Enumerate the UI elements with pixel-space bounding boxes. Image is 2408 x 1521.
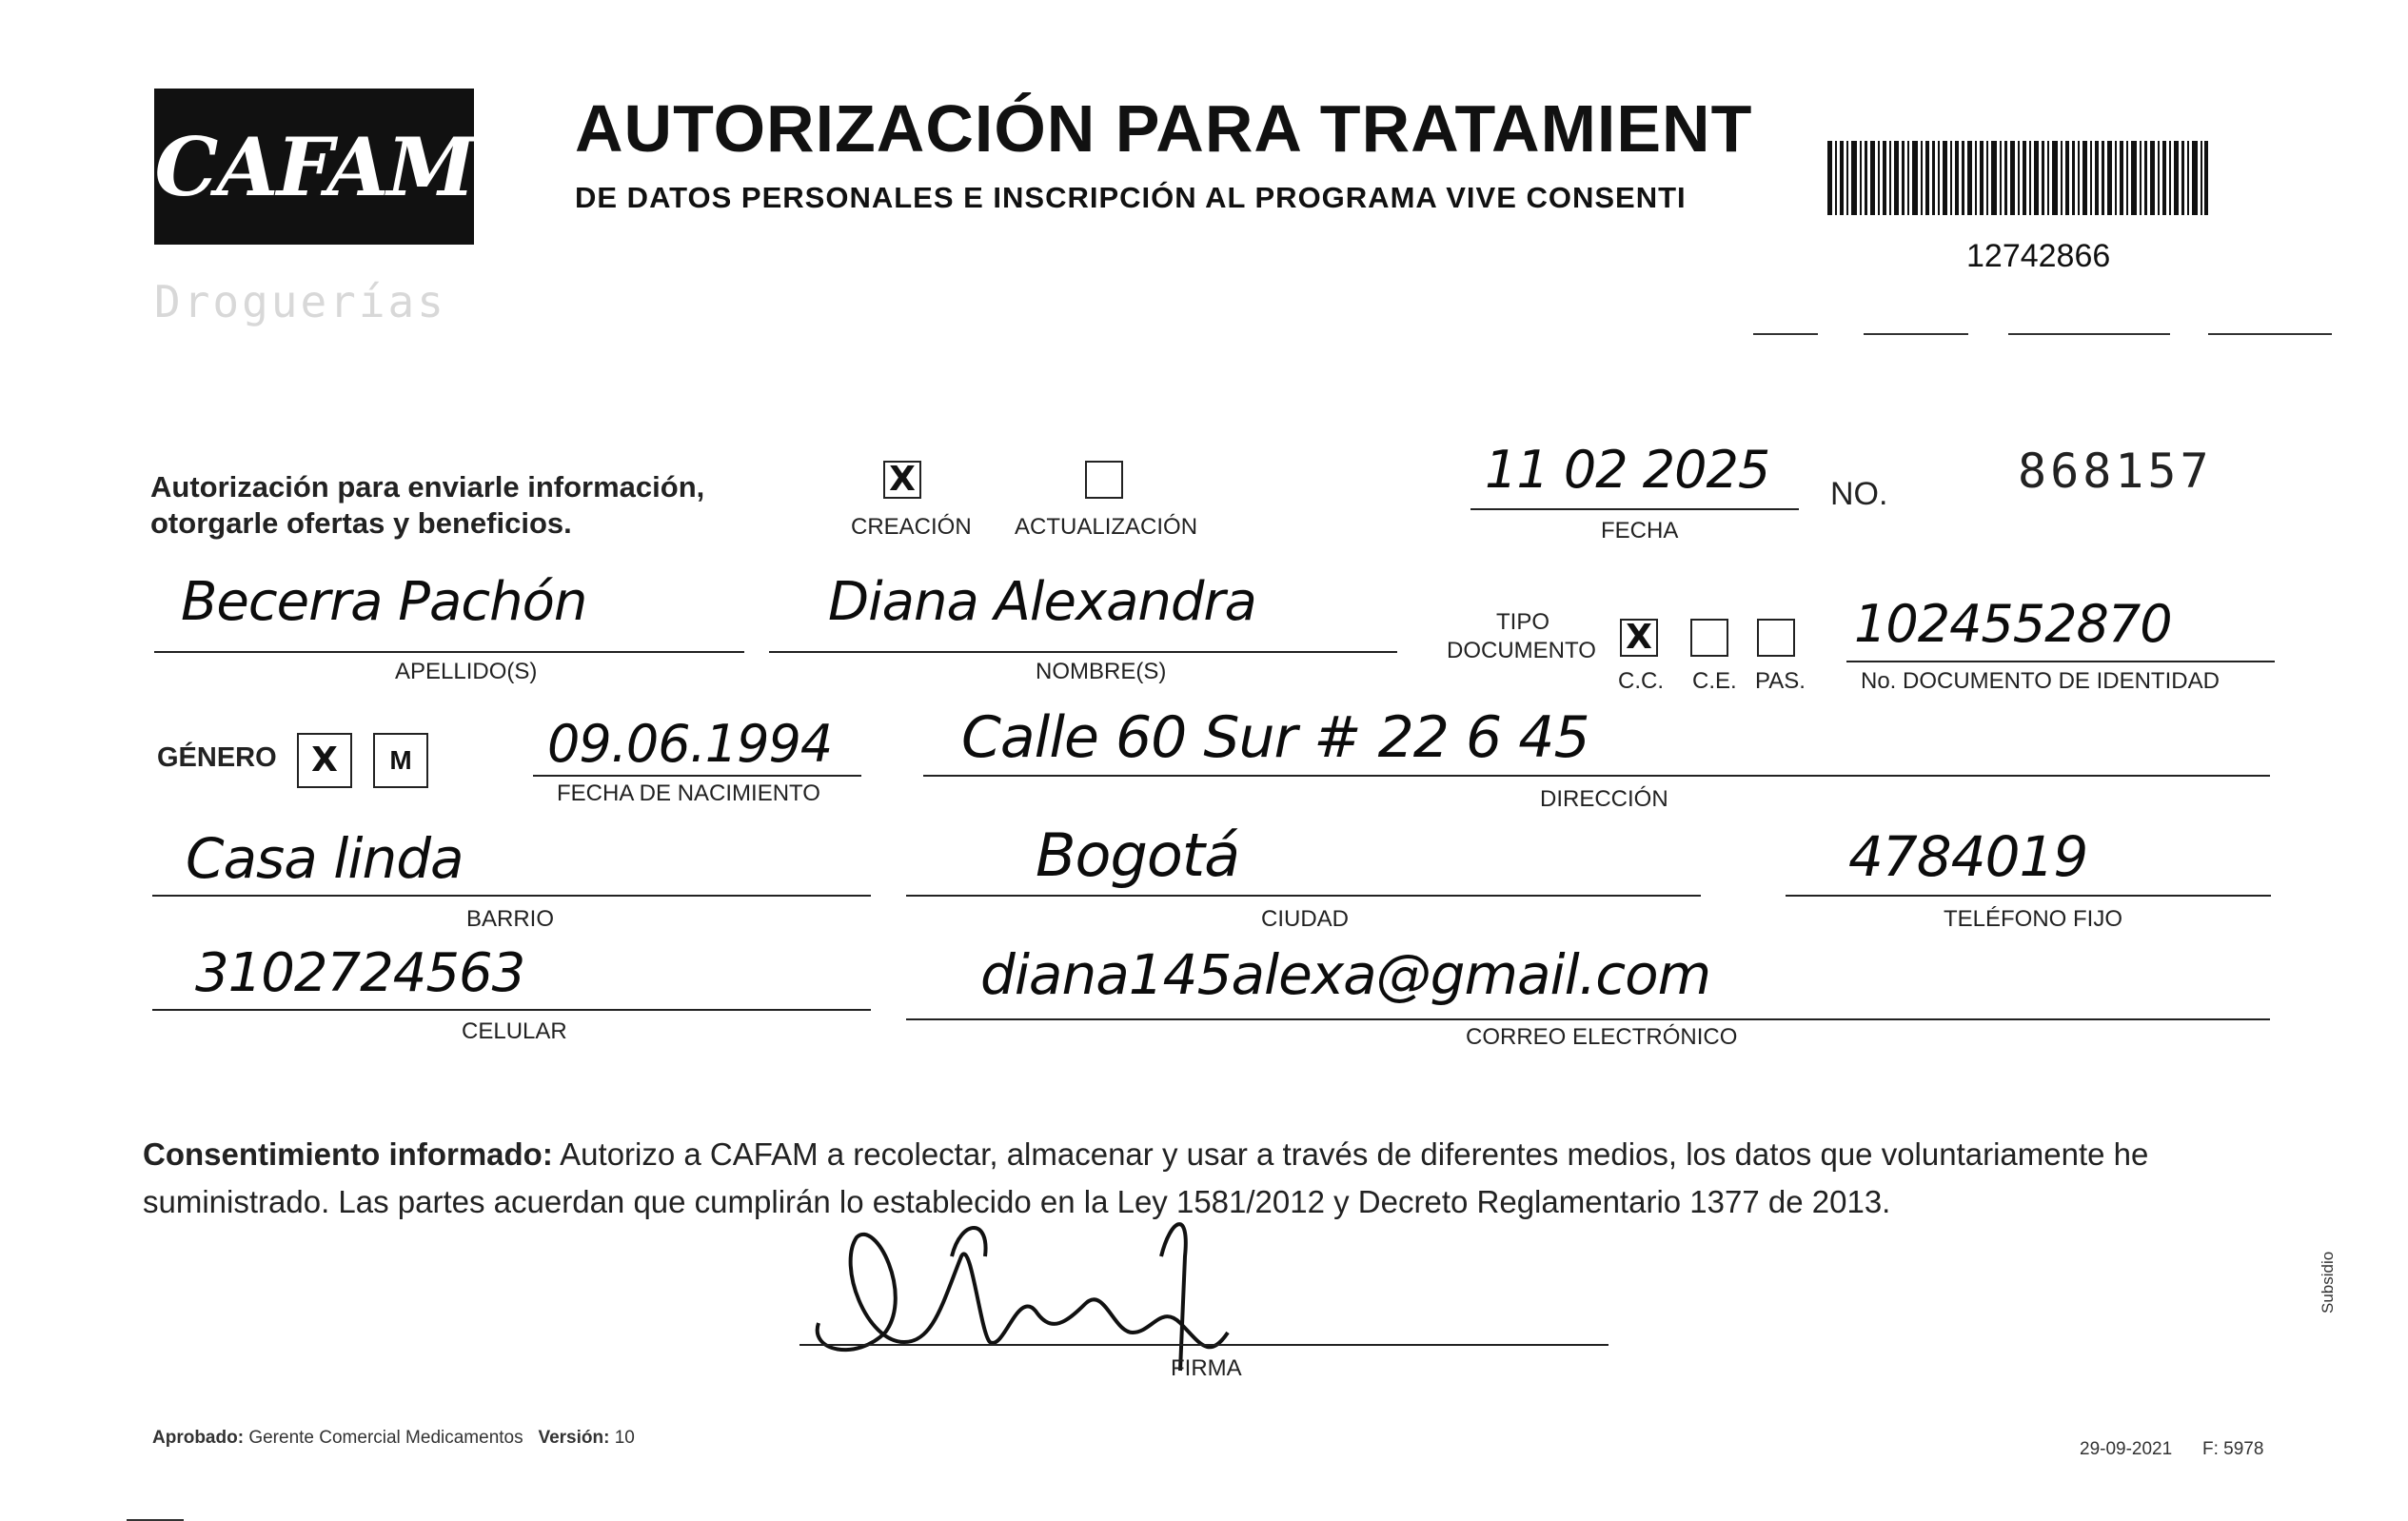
telefono-line: [1786, 895, 2271, 897]
genero-f-mark: X: [311, 741, 338, 780]
form-number: 868157: [2018, 444, 2213, 499]
actualizacion-label: ACTUALIZACIÓN: [1015, 514, 1198, 540]
version-label: Versión:: [538, 1428, 610, 1448]
barrio-label: BARRIO: [466, 906, 555, 932]
genero-f-checkbox[interactable]: [297, 733, 352, 788]
direccion-line: [923, 775, 2270, 777]
nombres-label: NOMBRE(S): [1036, 659, 1167, 684]
tipo-documento-label-2: DOCUMENTO: [1447, 638, 1596, 663]
side-reference: Subsidio: [2319, 1251, 2337, 1314]
ciudad-line: [906, 895, 1701, 897]
genero-label: GÉNERO: [157, 742, 277, 773]
apellidos-label: APELLIDO(S): [395, 659, 538, 684]
genero-m-label: M: [389, 745, 412, 775]
celular-line: [152, 1009, 871, 1011]
creacion-checkbox[interactable]: [883, 461, 921, 499]
ciudad-label: CIUDAD: [1261, 906, 1350, 932]
version-value: 10: [614, 1428, 635, 1448]
telefono-label: TELÉFONO FIJO: [1944, 906, 2123, 932]
tipo-documento-label-1: TIPO: [1496, 609, 1550, 635]
correo-label: CORREO ELECTRÓNICO: [1466, 1024, 1738, 1050]
pas-label: PAS.: [1755, 668, 1806, 694]
form-subtitle: DE DATOS PERSONALES E INSCRIPCIÓN AL PROGRAMA VIVE CONSENTI: [575, 181, 1687, 214]
firma-label: FIRMA: [1171, 1355, 1242, 1381]
divider: [1864, 333, 1968, 335]
firma-line: [799, 1344, 1609, 1346]
documento-label: No. DOCUMENTO DE IDENTIDAD: [1861, 668, 2220, 694]
cc-mark: X: [1626, 618, 1652, 657]
barcode: [1827, 141, 2208, 215]
consent-heading: Consentimiento informado:: [143, 1136, 553, 1172]
divider: [1753, 333, 1818, 335]
divider: [2208, 333, 2332, 335]
cc-checkbox[interactable]: [1620, 619, 1658, 657]
cc-label: C.C.: [1618, 668, 1664, 694]
footer-date-code: 29-09-2021: [2080, 1439, 2173, 1459]
divider: [2008, 333, 2170, 335]
telefono-value[interactable]: 4784019: [1848, 824, 2088, 889]
aprobado-label: Aprobado:: [152, 1428, 245, 1448]
ciudad-value[interactable]: Bogotá: [1036, 820, 1240, 890]
form-title: AUTORIZACIÓN PARA TRATAMIENT: [575, 91, 1753, 166]
correo-value[interactable]: diana145alexa@gmail.com: [980, 942, 1711, 1007]
barrio-line: [152, 895, 871, 897]
direccion-value[interactable]: Calle 60 Sur # 22 6 45: [961, 704, 1589, 771]
footer-form-code: F: 5978: [2202, 1439, 2264, 1459]
fecha-value[interactable]: 11 02 2025: [1485, 440, 1770, 500]
pas-checkbox[interactable]: [1757, 619, 1795, 657]
nacimiento-line: [533, 775, 861, 777]
barrio-value[interactable]: Casa linda: [186, 826, 464, 891]
nombres-line: [769, 651, 1397, 653]
nacimiento-value[interactable]: 09.06.1994: [547, 714, 833, 774]
handwritten-signature: [799, 1199, 1294, 1375]
celular-label: CELULAR: [462, 1018, 567, 1044]
ce-label: C.E.: [1692, 668, 1737, 694]
barcode-number: 12742866: [1966, 238, 2111, 274]
fecha-label: FECHA: [1601, 518, 1679, 543]
direccion-label: DIRECCIÓN: [1540, 786, 1668, 812]
documento-value[interactable]: 1024552870: [1854, 594, 2172, 654]
logo-subtext: Droguerías: [154, 276, 446, 327]
documento-line: [1846, 661, 2275, 662]
creacion-mark: X: [889, 460, 916, 499]
nacimiento-label: FECHA DE NACIMIENTO: [557, 780, 820, 806]
celular-value[interactable]: 3102724563: [195, 942, 525, 1004]
apellidos-line: [154, 651, 744, 653]
nombres-value[interactable]: Diana Alexandra: [828, 571, 1256, 633]
creacion-label: CREACIÓN: [851, 514, 972, 540]
authorization-text-2: otorgarle ofertas y beneficios.: [150, 506, 572, 540]
authorization-text-1: Autorización para enviarle información,: [150, 470, 705, 504]
ce-checkbox[interactable]: [1690, 619, 1728, 657]
cafam-logo: [154, 89, 474, 245]
aprobado-value: Gerente Comercial Medicamentos: [248, 1428, 523, 1448]
no-label: NO.: [1830, 476, 1888, 512]
actualizacion-checkbox[interactable]: [1085, 461, 1123, 499]
correo-line: [906, 1018, 2270, 1020]
fecha-line: [1470, 508, 1799, 510]
logo-text: CAFAM: [154, 119, 474, 214]
consent-text: Autorizo a CAFAM a recolectar, almacenar y usar a través de diferentes medios, los datos que voluntariamente he suministrado. Las partes acuerdan que cumplirán lo establecido en la Ley 1581/2012 y Decreto Reglamentario 1377 de 2013.: [143, 1136, 2149, 1219]
genero-m-checkbox[interactable]: [373, 733, 428, 788]
apellidos-value[interactable]: Becerra Pachón: [181, 571, 587, 633]
footer-approval: [152, 1428, 635, 1449]
